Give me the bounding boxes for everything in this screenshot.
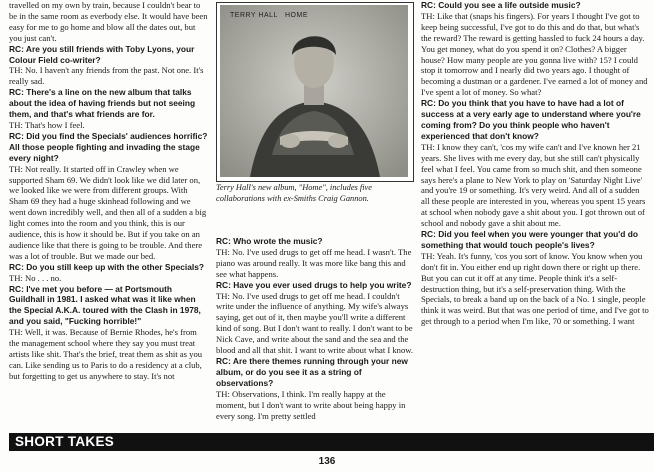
section-banner (9, 433, 654, 451)
article-column-2 (216, 236, 414, 421)
page-number: 136 (318, 456, 336, 467)
album-cover-photo (220, 5, 408, 177)
interview-answer: TH: Like that (snaps his fingers). For years I thought I've got to keep being successful, I've got to do this and do that, but what's the reward? The reward is getting hassled to fuck 24 hours a day. You get money, what do you spend it on? Clothes? A bigger house? How many people are you gonna live with? 15? I could stop it tomorrow and I nearly did two years ago. I thought of becoming a dustman or a gardener. I've earned a lot of money and I've spent a lot of money. So what? (421, 10, 648, 98)
interview-answer: travelled on my own by train, because I couldn't bear to be in the same room as everbody else. It would have been easy for me to go home and blow all the dates out, but you just can't. (9, 0, 208, 43)
album-photo-frame (216, 2, 414, 182)
interview-answer: TH: That's how I feel. (9, 119, 85, 130)
interview-question: RC: There's a line on the new album that talks about the idea of having friends but not seeing them, and that's what friends are for. (9, 87, 196, 120)
interview-answer: TH: Yeah. It's funny, 'cos you sort of know. You know when you don't fit in. You either end up right down there or right up there. But you can cut it off at any time. People think it's a self-destruction thing, but it's a self-preservation thing. With the Specials, to break a band up on the back of a No. 1 single, people think it was weird. But that was one period of time, and I've got to get through to a period when I'm like, 70 or something. I want (421, 250, 649, 327)
interview-answer: TH: Observations, I think. I'm really happy at the moment, but I don't want to write about being happy in every song. I'm pretty settled (216, 388, 406, 421)
interview-answer: TH: No. I've used drugs to get off me head. I couldn't write under the influence of anything. My wife's always saying, get out of it, then maybe you'll write a different kind of song. But I don't want to really. I don't want to be Nick Cave, and write about the sand and the sea and the blood and all that shit. I want to write about what I know. (216, 290, 414, 356)
interview-answer: TH: No. I haven't any friends from the past. Not one. It's really sad. (9, 65, 204, 87)
interview-question: RC: Are there themes running through your new album, or do you see it as a string of observations? (216, 355, 408, 388)
interview-answer: TH: No . . . no. (9, 272, 62, 283)
interview-question: RC: Do you still keep up with the other Specials? (9, 261, 204, 272)
article-column-3 (421, 0, 649, 327)
interview-answer: TH: No. I've used drugs to get off me head. I wasn't. The piano was around really. It was more like bang this and see what happens. (216, 246, 412, 279)
interview-question: RC: Do you think that you have to have had a lot of success at a very early age to understand where you're coming from? Do you think people who haven't experienced that don't know? (421, 98, 641, 141)
portrait-illustration (220, 5, 408, 177)
interview-answer: TH: I know they can't, 'cos my wife can't and I've known her 21 years. She lives with me every day, but she still can't physically feel what I feel. You came from so much shit, and then someone says here's a plane to New York to play on 'Saturday Night Live' and you're 19 or something. It's very weird. And all of a sudden all these people are interested in you, whereas you spent 15 years at school when nobody gave a shit about you. I got thrown out of school and nobody gave a shit about me. (421, 141, 646, 229)
interview-question: RC: Did you find the Specials' audiences horrific? All those people fighting and invading the stage every night? (9, 130, 208, 163)
photo-caption: Terry Hall's new album, "Home", includes five collaborations with ex-Smiths Craig Gannon. (216, 183, 372, 203)
interview-question: RC: Have you ever used drugs to help you write? (216, 279, 412, 290)
article-column-1 (9, 0, 208, 382)
interview-question: RC: Are you still friends with Toby Lyons, your Colour Field co-writer? (9, 43, 195, 65)
interview-question: RC: Could you see a life outside music? (421, 0, 581, 10)
interview-question: RC: I've met you before — at Portsmouth Guildhall in 1981. I asked what was it like when the Special A.K.A. toured with the Clash in 1978, and you said, "Fucking horrible!" (9, 283, 201, 327)
section-banner-label: SHORT TAKES (15, 434, 115, 449)
interview-answer: TH: Not really. It started off in Crawley when we supported Sham 69. We didn't look like we did later on, we looked like we were from different groups. With Sham 69 they had a huge skinhead following and we went down incredibly well, and then all of a sudden a big light comes into the room and you think, this is our audience, this is how it should be. But if you take on an audience like that there is going to be trouble. And there was a lot of trouble. But we made our bed. (9, 163, 207, 261)
interview-question: RC: Who wrote the music? (216, 236, 323, 246)
interview-answer: TH: Well, it was. Because of Bernie Rhodes, he's from the management school where they say you must treat artists like shit. That's the brief, treat them as shit as you can. Like sending us to Paris to do a residency at a club, but forgetting to get us anywhere to stay. It's not (9, 327, 203, 381)
album-cover-title: TERRY HALL HOME (230, 12, 309, 19)
interview-question: RC: Did you feel when you were younger that you'd do something that would touch people's lives? (421, 229, 638, 250)
